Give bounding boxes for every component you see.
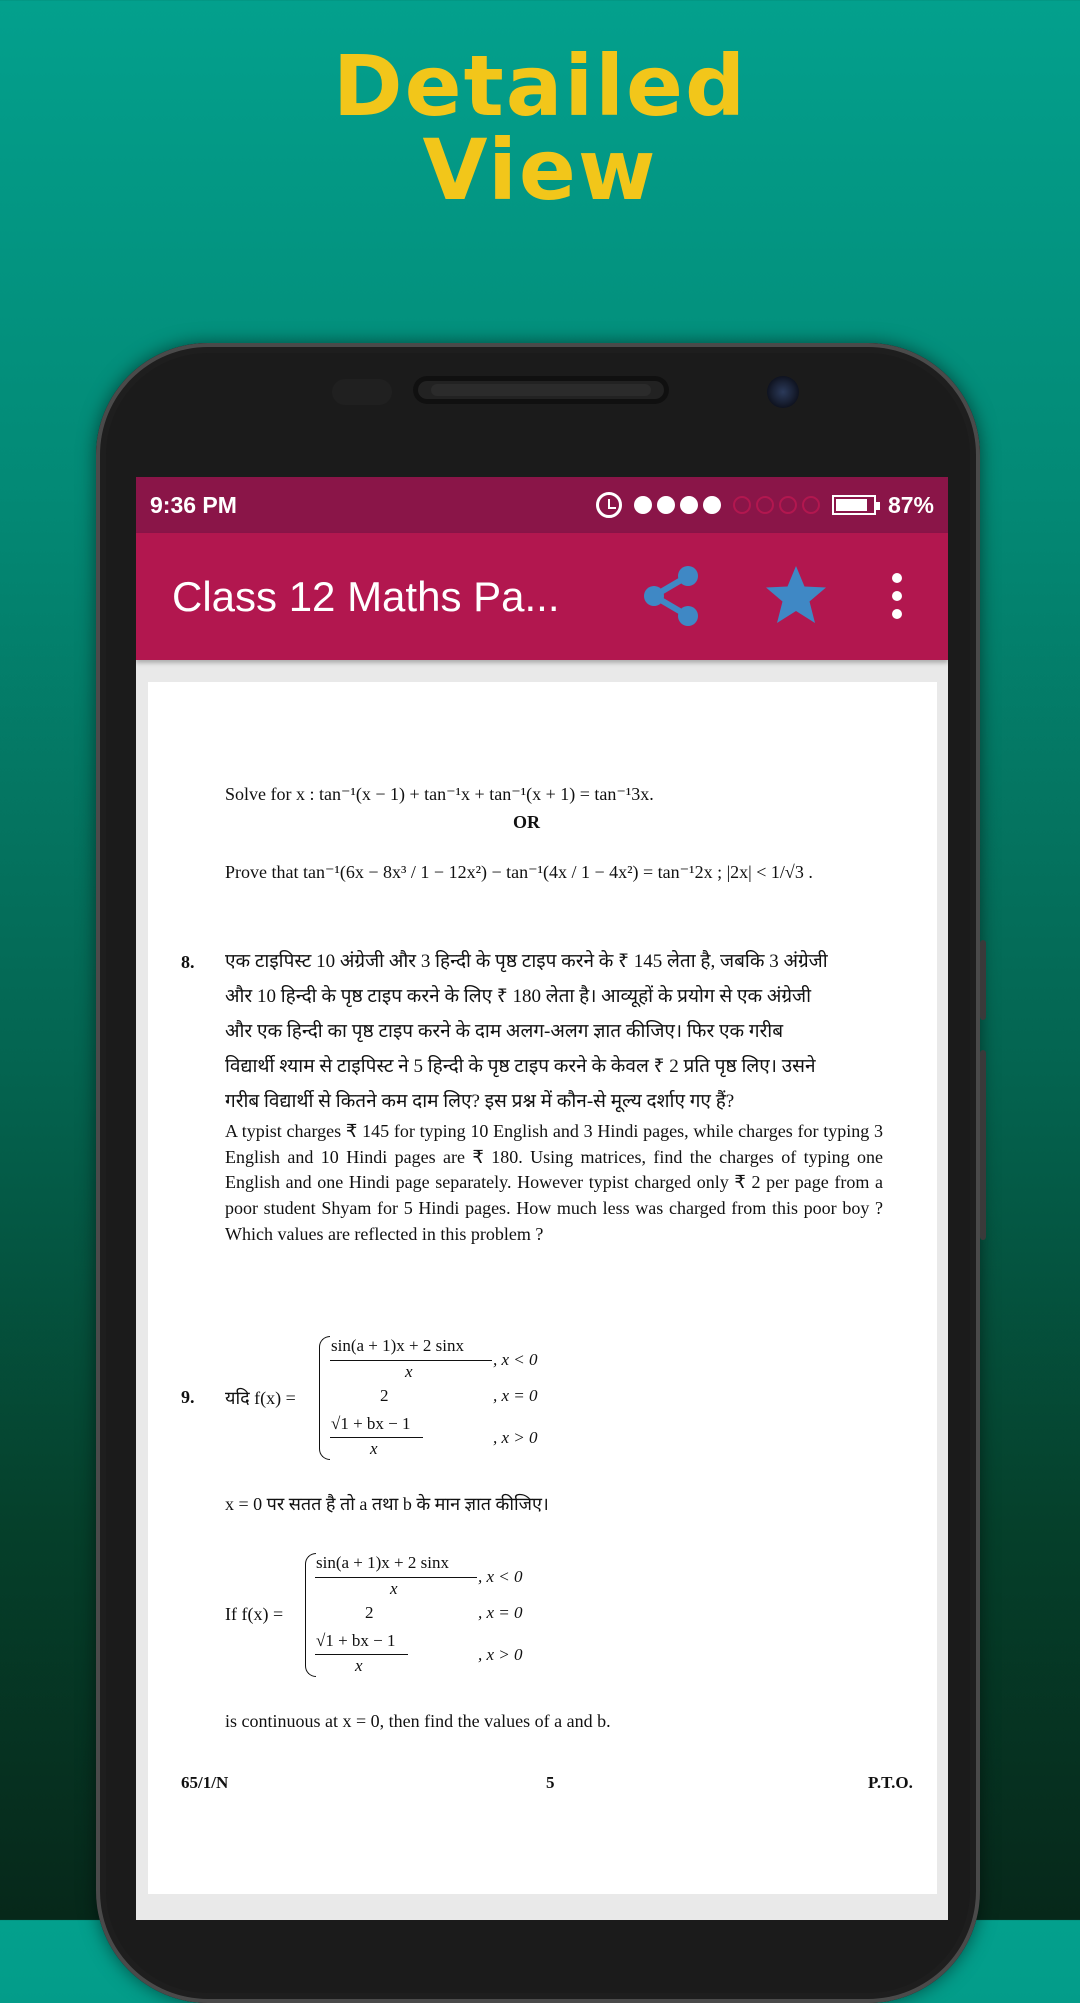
- app-toolbar: [136, 533, 948, 660]
- q9-english-lead: If f(x) =: [225, 1604, 284, 1624]
- q9-case1-numerator: sin(a + 1)x + 2 sinx: [331, 1336, 464, 1355]
- q9-hindi-brace: [319, 1336, 330, 1460]
- q8-number: 8.: [181, 952, 195, 972]
- earpiece-grille: [431, 384, 651, 396]
- q7-prove-text: Prove that tan⁻¹(6x − 8x³ / 1 − 12x²) − tan⁻¹(4x / 1 − 4x²) = tan⁻¹2x ; |2x| < 1/√3 .: [225, 862, 813, 882]
- q9-case3-condition: , x > 0: [493, 1428, 538, 1447]
- q9-en-case3-numerator: √1 + bx − 1: [316, 1631, 396, 1650]
- q9-case2-condition: , x = 0: [493, 1386, 538, 1405]
- q9-en-case1-numerator: sin(a + 1)x + 2 sinx: [316, 1553, 449, 1572]
- q9-case1-denominator: x: [405, 1362, 413, 1381]
- more-vert-icon[interactable]: [890, 573, 904, 619]
- q9-number: 9.: [181, 1387, 195, 1407]
- q8-hindi-line: और 10 हिन्दी के पृष्ठ टाइप करने के लिए ₹ 180 लेता है। आव्यूहों के प्रयोग से एक अंग्रेजी: [225, 986, 812, 1007]
- q8-english-text: A typist charges ₹ 145 for typing 10 English and 3 Hindi pages, while charges for typing 3 English and 10 Hindi pages are ₹ 180. Using matrices, find the charges of typing one English and one Hindi page separately. However typist charged only ₹ 2 per page from a poor student Shyam for 5 Hindi pages. How much less was charged from this poor boy ? Which values are reflected in this problem ?: [225, 1121, 883, 1244]
- q9-en-case3-denominator: x: [355, 1656, 363, 1675]
- footer-page-number: 5: [546, 1773, 555, 1792]
- q9-case1-condition: , x < 0: [493, 1350, 538, 1369]
- q7-solve-text: Solve for x : tan⁻¹(x − 1) + tan⁻¹x + tan⁻¹(x + 1) = tan⁻¹3x.: [225, 784, 654, 804]
- signal-strength-secondary-icon: [733, 496, 820, 514]
- promo-line-2: View: [422, 121, 658, 219]
- status-bar: [136, 477, 948, 533]
- q8-hindi-text: [225, 944, 883, 1119]
- q8-hindi-line: विद्यार्थी श्याम से टाइपिस्ट ने 5 हिन्दी के पृष्ठ टाइप करने के केवल ₹ 2 प्रति पृष्ठ लिए। उसने: [225, 1056, 816, 1077]
- q8-hindi-line: एक टाइपिस्ट 10 अंग्रेजी और 3 हिन्दी के पृष्ठ टाइप करने के ₹ 145 लेता है, जबकि 3 अंग्रेजी: [225, 951, 828, 972]
- proximity-sensor: [332, 379, 392, 405]
- q9-en-case3-condition: , x > 0: [478, 1645, 523, 1664]
- q9-en-case1-condition: , x < 0: [478, 1567, 523, 1586]
- front-camera-icon: [767, 376, 799, 408]
- q9-english-after: is continuous at x = 0, then find the values of a and b.: [225, 1711, 611, 1731]
- q9-english-brace: [305, 1553, 316, 1677]
- footer-paper-code: 65/1/N: [181, 1773, 229, 1792]
- volume-button: [980, 940, 986, 1020]
- q9-en-case2-condition: , x = 0: [478, 1603, 523, 1622]
- q9-case2-value: 2: [380, 1386, 389, 1405]
- q8-hindi-line: गरीब विद्यार्थी से कितने कम दाम लिए? इस प्रश्न में कौन-से मूल्य दर्शाए गए हैं?: [225, 1091, 735, 1112]
- q9-hindi-after: x = 0 पर सतत है तो a तथा b के मान ज्ञात कीजिए।: [225, 1494, 549, 1514]
- star-icon[interactable]: [763, 563, 829, 629]
- q9-en-case1-denominator: x: [390, 1579, 398, 1598]
- battery-percentage: 87%: [887, 491, 934, 518]
- promo-line-1: Detailed: [332, 37, 748, 135]
- q8-hindi-line: और एक हिन्दी का पृष्ठ टाइप करने के दाम अलग-अलग ज्ञात कीजिए। फिर एक गरीब: [225, 1021, 784, 1042]
- q9-en-case2-value: 2: [365, 1603, 374, 1622]
- power-button: [980, 1050, 986, 1240]
- document-page[interactable]: [148, 682, 937, 1894]
- status-time: 9:36 PM: [150, 491, 237, 518]
- q9-case3-denominator: x: [370, 1439, 378, 1458]
- promo-headline: [0, 37, 1080, 219]
- phone-screen: [136, 477, 948, 1920]
- toolbar-title: Class 12 Maths Pa...: [172, 572, 560, 620]
- alarm-clock-icon: [596, 492, 622, 518]
- q9-case3-numerator: √1 + bx − 1: [331, 1414, 411, 1433]
- signal-strength-icon: [634, 496, 721, 514]
- share-icon[interactable]: [638, 563, 704, 629]
- q9-hindi-lead: यदि f(x) =: [225, 1388, 296, 1408]
- footer-pto: P.T.O.: [868, 1773, 913, 1792]
- q7-or-label: OR: [513, 812, 540, 832]
- battery-icon: [832, 495, 876, 515]
